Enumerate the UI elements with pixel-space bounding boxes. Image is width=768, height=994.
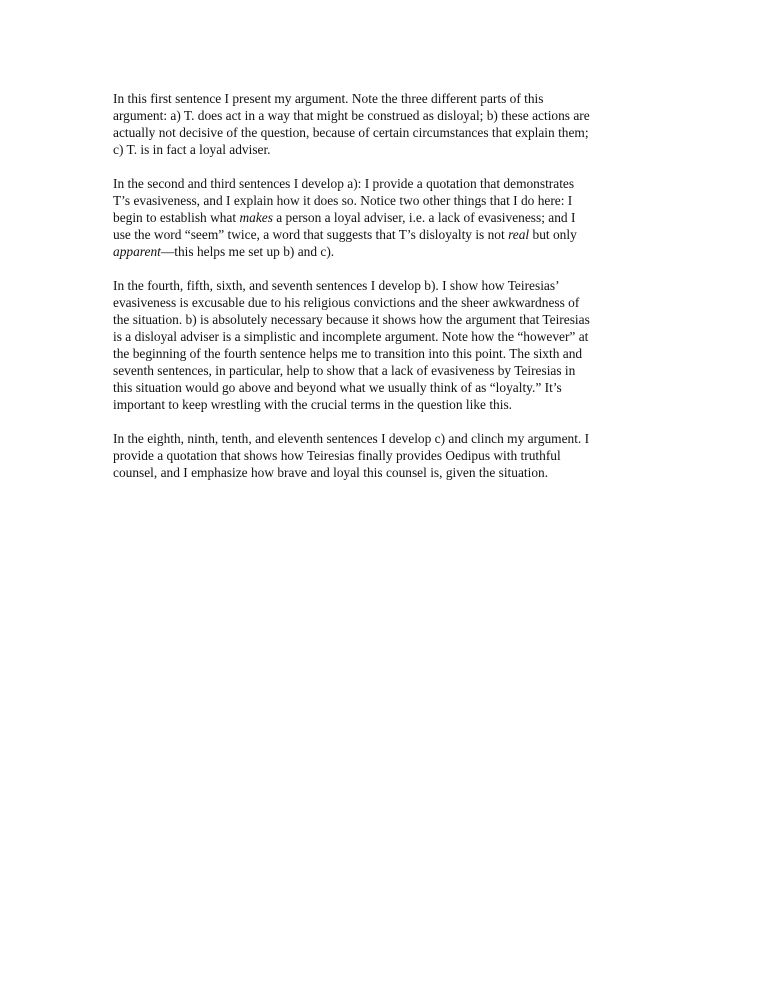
text-segment: a person a loyal adviser, i.e. a lack of evasiveness; and I [272,210,576,225]
text-line: In the fourth, fifth, sixth, and seventh sentences I develop b). I show how Teiresias’ [113,278,560,293]
text-line: argument: a) T. does act in a way that might be construed as disloyal; b) these actions are [113,108,590,123]
text-line [113,243,661,260]
text-line: evasiveness is excusable due to his religious convictions and the sheer awkwardness of [113,295,580,310]
text-line: T’s evasiveness, and I explain how it does so. Notice two other things that I do here: I [113,193,573,208]
text-line: c) T. is in fact a loyal adviser. [113,142,271,157]
text-line: this situation would go above and beyond what we usually think of as “loyalty.” It’s [113,380,562,395]
text-line: In the eighth, ninth, tenth, and eleventh sentences I develop c) and clinch my argument. I [113,431,590,446]
text-line: In the second and third sentences I develop a): I provide a quotation that demonstrates [113,176,575,191]
document-body [113,90,661,498]
text-line: In this first sentence I present my argument. Note the three different parts of this [113,91,544,106]
paragraph-4 [113,430,661,481]
text-segment: use the word “seem” twice, a word that suggests that T’s disloyalty is not [113,227,509,242]
text-line: the situation. b) is absolutely necessary because it shows how the argument that Teiresias [113,312,590,327]
paragraph-3 [113,277,661,413]
text-line: the beginning of the fourth sentence helps me to transition into this point. The sixth and [113,346,583,361]
text-line [113,209,661,226]
emphasized-word: real [508,227,530,242]
text-line [113,226,661,243]
paragraph-2 [113,175,661,260]
text-line: seventh sentences, in particular, help to show that a lack of evasiveness by Teiresias in [113,363,576,378]
text-segment: begin to establish what [113,210,240,225]
emphasized-word: apparent [113,244,161,259]
text-line: is a disloyal adviser is a simplistic and incomplete argument. Note how the “however” at [113,329,589,344]
emphasized-word: makes [239,210,273,225]
text-segment: but only [529,227,577,242]
text-line: counsel, and I emphasize how brave and loyal this counsel is, given the situation. [113,465,549,480]
text-segment: —this helps me set up b) and c). [160,244,335,259]
text-line: actually not decisive of the question, because of certain circumstances that explain them; [113,125,589,140]
paragraph-1 [113,90,661,158]
text-line: important to keep wrestling with the crucial terms in the question like this. [113,397,513,412]
text-line: provide a quotation that shows how Teiresias finally provides Oedipus with truthful [113,448,561,463]
